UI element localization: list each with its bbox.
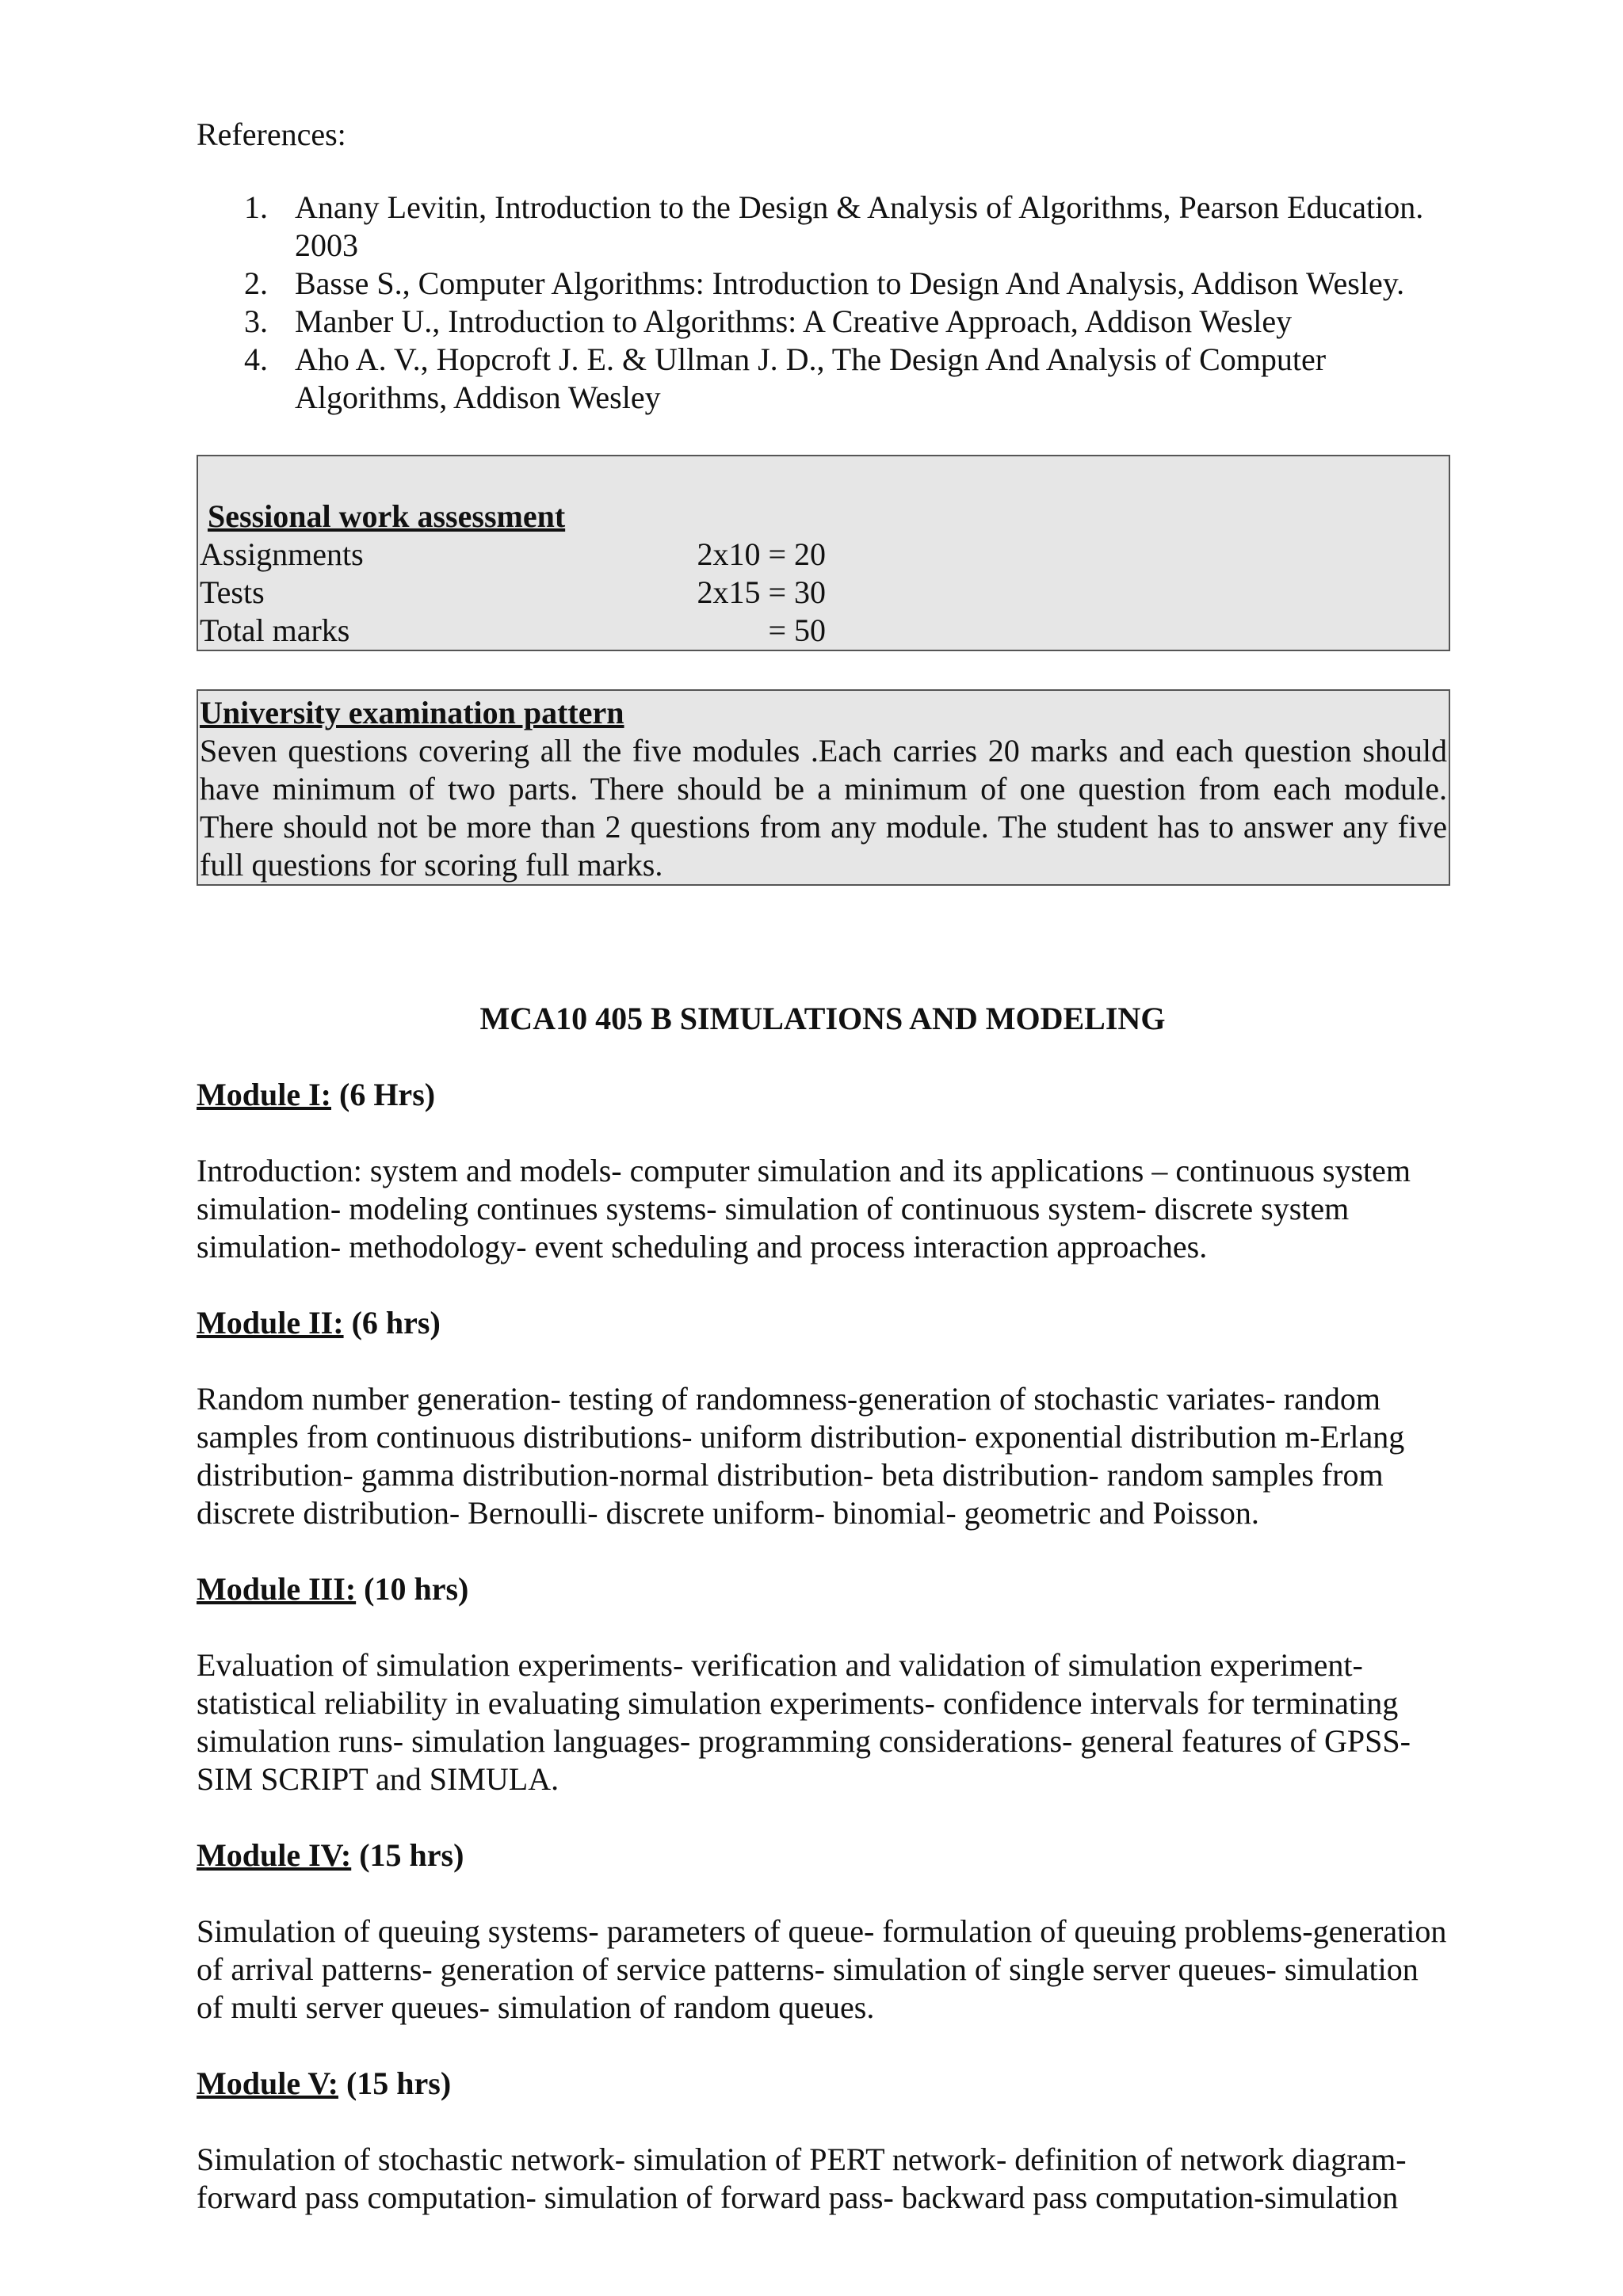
reference-text: Basse S., Computer Algorithms: Introduction to Design And Analysis, Addison Wesley. xyxy=(295,265,1405,301)
sessional-assessment-title: Sessional work assessment xyxy=(208,498,566,534)
references-list xyxy=(197,189,1449,417)
reference-text: Manber U., Introduction to Algorithms: A Creative Approach, Addison Wesley xyxy=(295,303,1293,339)
assessment-label: Assignments xyxy=(200,536,364,572)
assessment-row xyxy=(200,612,826,650)
reference-text: Aho A. V., Hopcroft J. E. & Ullman J. D., The Design And Analysis of Computer Algorithms, Addison Wesley xyxy=(295,341,1327,415)
module-heading xyxy=(197,1570,468,1608)
module-description: Random number generation- testing of randomness-generation of stochastic variates- random samples from continuous distributions- uniform distribution- exponential distribution m-Erlang distribution- gamma distribution-normal distribution- beta distribution- random samples from discrete distribution- Bernoulli- discrete uniform- binomial- geometric and Poisson. xyxy=(197,1381,1405,1531)
module-heading xyxy=(197,2065,451,2103)
module-heading xyxy=(197,1836,464,1875)
module-hours: (15 hrs) xyxy=(351,1837,464,1873)
reference-item xyxy=(197,189,1449,265)
module-label: Module V: xyxy=(197,2065,338,2101)
module-label: Module II: xyxy=(197,1305,344,1341)
module-hours: (10 hrs) xyxy=(356,1571,469,1607)
assessment-value: = 50 xyxy=(768,612,826,648)
module-description: Introduction: system and models- computer simulation and its applications – continuous system simulation- modeling continues systems- simulation of continuous system- discrete system simulation- methodology- event scheduling and process interaction approaches. xyxy=(197,1153,1411,1264)
assessment-label: Total marks xyxy=(200,612,350,648)
module-heading xyxy=(197,1304,441,1342)
reference-item xyxy=(197,341,1449,417)
assessment-value: 2x15 = 30 xyxy=(697,574,826,610)
assessment-value: 2x10 = 20 xyxy=(697,536,826,572)
reference-number: 4. xyxy=(244,341,268,377)
reference-item xyxy=(197,303,1449,341)
assessment-row xyxy=(200,536,826,574)
module-label: Module IV: xyxy=(197,1837,352,1873)
reference-number: 1. xyxy=(244,189,268,225)
reference-text: Anany Levitin, Introduction to the Design & Analysis of Algorithms, Pearson Education. 2003 xyxy=(295,189,1424,263)
module-label: Module III: xyxy=(197,1571,357,1607)
module-description: Simulation of stochastic network- simulation of PERT network- definition of network diagram-forward pass computation- simulation of forward pass- backward pass computation-simulation xyxy=(197,2142,1407,2215)
module-description: Evaluation of simulation experiments- verification and validation of simulation experiment-statistical reliability in evaluating simulation experiments- confidence intervals for terminating simulation runs- simulation languages- programming considerations- general features of GPSS- SIM SCRIPT and SIMULA. xyxy=(197,1647,1411,1797)
reference-number: 3. xyxy=(244,303,268,339)
exam-pattern-box xyxy=(197,689,1450,886)
module-hours: (6 Hrs) xyxy=(331,1077,436,1112)
assessment-row xyxy=(200,574,826,612)
exam-pattern-title: University examination pattern xyxy=(200,695,624,730)
module-description: Simulation of queuing systems- parameters of queue- formulation of queuing problems-generation of arrival patterns- generation of service patterns- simulation of single server queues- simulation of multi server queues- simulation of random queues. xyxy=(197,1913,1447,2025)
references-heading: References: xyxy=(197,116,346,152)
module-hours: (6 hrs) xyxy=(343,1305,441,1341)
module-label: Module I: xyxy=(197,1077,331,1112)
sessional-assessment-box xyxy=(197,455,1450,651)
assessment-label: Tests xyxy=(200,574,265,610)
module-heading xyxy=(197,1076,435,1114)
module-hours: (15 hrs) xyxy=(338,2065,452,2101)
course-title: MCA10 405 B SIMULATIONS AND MODELING xyxy=(479,1001,1166,1036)
exam-pattern-text: Seven questions covering all the five modules .Each carries 20 marks and each question should have minimum of two parts. There should be a minimum of one question from each module. There should not be more than 2 questions from any module. The student has to answer any five full questions for scoring full marks. xyxy=(200,733,1447,883)
reference-number: 2. xyxy=(244,265,268,301)
reference-item xyxy=(197,265,1449,303)
